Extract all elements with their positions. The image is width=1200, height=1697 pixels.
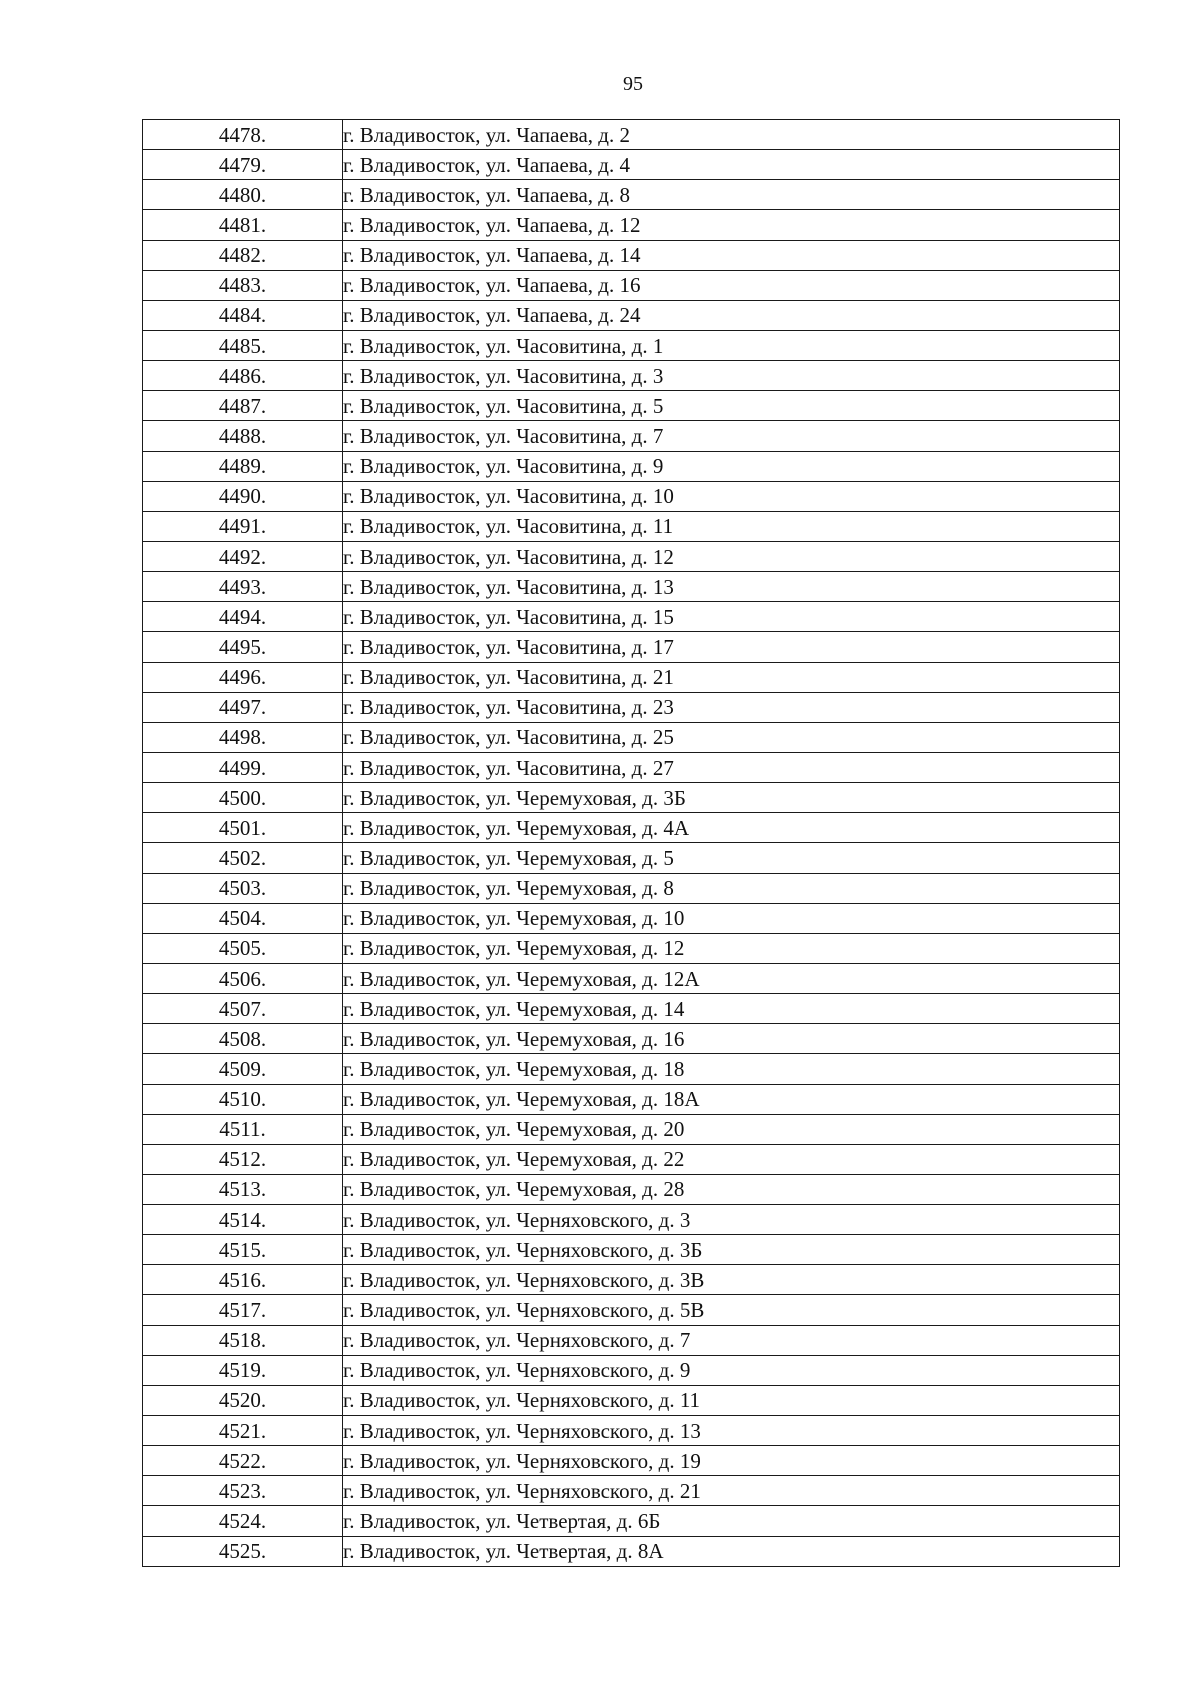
table-row bbox=[143, 873, 1120, 903]
address-cell: г. Владивосток, ул. Черемуховая, д. 5 bbox=[343, 843, 1120, 873]
address-cell: г. Владивосток, ул. Часовитина, д. 25 bbox=[343, 722, 1120, 752]
row-number-cell: 4486. bbox=[143, 361, 343, 391]
table-row bbox=[143, 451, 1120, 481]
row-number-cell: 4522. bbox=[143, 1446, 343, 1476]
table-row bbox=[143, 632, 1120, 662]
address-cell: г. Владивосток, ул. Часовитина, д. 11 bbox=[343, 511, 1120, 541]
row-number-cell: 4503. bbox=[143, 873, 343, 903]
address-cell: г. Владивосток, ул. Черемуховая, д. 22 bbox=[343, 1144, 1120, 1174]
row-number-cell: 4518. bbox=[143, 1325, 343, 1355]
address-cell: г. Владивосток, ул. Чапаева, д. 4 bbox=[343, 150, 1120, 180]
row-number-cell: 4513. bbox=[143, 1174, 343, 1204]
table-row bbox=[143, 1416, 1120, 1446]
address-cell: г. Владивосток, ул. Черемуховая, д. 28 bbox=[343, 1174, 1120, 1204]
address-cell: г. Владивосток, ул. Часовитина, д. 10 bbox=[343, 481, 1120, 511]
row-number-cell: 4516. bbox=[143, 1265, 343, 1295]
table-row bbox=[143, 421, 1120, 451]
row-number-cell: 4479. bbox=[143, 150, 343, 180]
table-row bbox=[143, 994, 1120, 1024]
table-row bbox=[143, 722, 1120, 752]
row-number-cell: 4519. bbox=[143, 1355, 343, 1385]
row-number-cell: 4525. bbox=[143, 1536, 343, 1566]
table-row bbox=[143, 240, 1120, 270]
row-number-cell: 4501. bbox=[143, 813, 343, 843]
row-number-cell: 4497. bbox=[143, 692, 343, 722]
address-cell: г. Владивосток, ул. Чапаева, д. 16 bbox=[343, 270, 1120, 300]
table-row bbox=[143, 1144, 1120, 1174]
table-row bbox=[143, 1054, 1120, 1084]
address-cell: г. Владивосток, ул. Черняховского, д. 3 bbox=[343, 1205, 1120, 1235]
row-number-cell: 4480. bbox=[143, 180, 343, 210]
row-number-cell: 4491. bbox=[143, 511, 343, 541]
table-row bbox=[143, 783, 1120, 813]
table-row bbox=[143, 1024, 1120, 1054]
address-cell: г. Владивосток, ул. Черемуховая, д. 10 bbox=[343, 903, 1120, 933]
row-number-cell: 4498. bbox=[143, 722, 343, 752]
address-cell: г. Владивосток, ул. Черняховского, д. 9 bbox=[343, 1355, 1120, 1385]
row-number-cell: 4524. bbox=[143, 1506, 343, 1536]
address-cell: г. Владивосток, ул. Часовитина, д. 1 bbox=[343, 330, 1120, 360]
table-row bbox=[143, 1506, 1120, 1536]
row-number-cell: 4478. bbox=[143, 120, 343, 150]
table-row bbox=[143, 300, 1120, 330]
address-cell: г. Владивосток, ул. Часовитина, д. 5 bbox=[343, 391, 1120, 421]
page-number: 95 bbox=[623, 73, 643, 95]
address-cell: г. Владивосток, ул. Черемуховая, д. 3Б bbox=[343, 783, 1120, 813]
row-number-cell: 4481. bbox=[143, 210, 343, 240]
address-cell: г. Владивосток, ул. Черемуховая, д. 12 bbox=[343, 933, 1120, 963]
table-row bbox=[143, 1084, 1120, 1114]
address-cell: г. Владивосток, ул. Часовитина, д. 9 bbox=[343, 451, 1120, 481]
table-row bbox=[143, 1446, 1120, 1476]
row-number-cell: 4495. bbox=[143, 632, 343, 662]
address-cell: г. Владивосток, ул. Часовитина, д. 17 bbox=[343, 632, 1120, 662]
row-number-cell: 4488. bbox=[143, 421, 343, 451]
row-number-cell: 4517. bbox=[143, 1295, 343, 1325]
row-number-cell: 4523. bbox=[143, 1476, 343, 1506]
table-row bbox=[143, 1265, 1120, 1295]
row-number-cell: 4492. bbox=[143, 541, 343, 571]
address-cell: г. Владивосток, ул. Черемуховая, д. 18А bbox=[343, 1084, 1120, 1114]
table-row bbox=[143, 963, 1120, 993]
address-cell: г. Владивосток, ул. Чапаева, д. 14 bbox=[343, 240, 1120, 270]
address-cell: г. Владивосток, ул. Часовитина, д. 27 bbox=[343, 752, 1120, 782]
table-row bbox=[143, 1295, 1120, 1325]
address-table bbox=[142, 119, 1120, 1567]
table-row bbox=[143, 752, 1120, 782]
address-table-body bbox=[143, 120, 1120, 1567]
row-number-cell: 4505. bbox=[143, 933, 343, 963]
row-number-cell: 4515. bbox=[143, 1235, 343, 1265]
row-number-cell: 4496. bbox=[143, 662, 343, 692]
table-row bbox=[143, 1385, 1120, 1415]
address-cell: г. Владивосток, ул. Черемуховая, д. 18 bbox=[343, 1054, 1120, 1084]
row-number-cell: 4494. bbox=[143, 602, 343, 632]
row-number-cell: 4506. bbox=[143, 963, 343, 993]
table-row bbox=[143, 572, 1120, 602]
address-cell: г. Владивосток, ул. Черняховского, д. 19 bbox=[343, 1446, 1120, 1476]
table-row bbox=[143, 270, 1120, 300]
address-cell: г. Владивосток, ул. Часовитина, д. 13 bbox=[343, 572, 1120, 602]
row-number-cell: 4499. bbox=[143, 752, 343, 782]
address-cell: г. Владивосток, ул. Черняховского, д. 21 bbox=[343, 1476, 1120, 1506]
row-number-cell: 4512. bbox=[143, 1144, 343, 1174]
address-cell: г. Владивосток, ул. Часовитина, д. 3 bbox=[343, 361, 1120, 391]
address-cell: г. Владивосток, ул. Чапаева, д. 2 bbox=[343, 120, 1120, 150]
address-cell: г. Владивосток, ул. Черняховского, д. 5В bbox=[343, 1295, 1120, 1325]
row-number-cell: 4514. bbox=[143, 1205, 343, 1235]
address-cell: г. Владивосток, ул. Черняховского, д. 13 bbox=[343, 1416, 1120, 1446]
table-row bbox=[143, 813, 1120, 843]
table-row bbox=[143, 903, 1120, 933]
table-row bbox=[143, 933, 1120, 963]
row-number-cell: 4483. bbox=[143, 270, 343, 300]
address-cell: г. Владивосток, ул. Черемуховая, д. 12А bbox=[343, 963, 1120, 993]
row-number-cell: 4489. bbox=[143, 451, 343, 481]
row-number-cell: 4510. bbox=[143, 1084, 343, 1114]
address-cell: г. Владивосток, ул. Четвертая, д. 8А bbox=[343, 1536, 1120, 1566]
address-cell: г. Владивосток, ул. Четвертая, д. 6Б bbox=[343, 1506, 1120, 1536]
table-row bbox=[143, 180, 1120, 210]
table-row bbox=[143, 602, 1120, 632]
row-number-cell: 4520. bbox=[143, 1385, 343, 1415]
table-row bbox=[143, 1174, 1120, 1204]
table-row bbox=[143, 150, 1120, 180]
address-cell: г. Владивосток, ул. Часовитина, д. 21 bbox=[343, 662, 1120, 692]
table-row bbox=[143, 481, 1120, 511]
address-cell: г. Владивосток, ул. Черняховского, д. 7 bbox=[343, 1325, 1120, 1355]
table-row bbox=[143, 1325, 1120, 1355]
table-row bbox=[143, 1235, 1120, 1265]
address-cell: г. Владивосток, ул. Черемуховая, д. 16 bbox=[343, 1024, 1120, 1054]
address-cell: г. Владивосток, ул. Черняховского, д. 3Б bbox=[343, 1235, 1120, 1265]
address-cell: г. Владивосток, ул. Чапаева, д. 12 bbox=[343, 210, 1120, 240]
table-row bbox=[143, 391, 1120, 421]
address-cell: г. Владивосток, ул. Черняховского, д. 11 bbox=[343, 1385, 1120, 1415]
row-number-cell: 4487. bbox=[143, 391, 343, 421]
row-number-cell: 4521. bbox=[143, 1416, 343, 1446]
address-cell: г. Владивосток, ул. Часовитина, д. 7 bbox=[343, 421, 1120, 451]
table-row bbox=[143, 1205, 1120, 1235]
address-cell: г. Владивосток, ул. Часовитина, д. 12 bbox=[343, 541, 1120, 571]
address-cell: г. Владивосток, ул. Чапаева, д. 24 bbox=[343, 300, 1120, 330]
table-row bbox=[143, 511, 1120, 541]
table-row bbox=[143, 843, 1120, 873]
table-row bbox=[143, 1355, 1120, 1385]
row-number-cell: 4500. bbox=[143, 783, 343, 813]
table-row bbox=[143, 361, 1120, 391]
table-row bbox=[143, 692, 1120, 722]
address-cell: г. Владивосток, ул. Черемуховая, д. 8 bbox=[343, 873, 1120, 903]
row-number-cell: 4502. bbox=[143, 843, 343, 873]
row-number-cell: 4490. bbox=[143, 481, 343, 511]
row-number-cell: 4484. bbox=[143, 300, 343, 330]
address-cell: г. Владивосток, ул. Чапаева, д. 8 bbox=[343, 180, 1120, 210]
table-row bbox=[143, 1536, 1120, 1566]
table-row bbox=[143, 1476, 1120, 1506]
table-row bbox=[143, 541, 1120, 571]
address-cell: г. Владивосток, ул. Черемуховая, д. 14 bbox=[343, 994, 1120, 1024]
table-row bbox=[143, 662, 1120, 692]
table-row bbox=[143, 330, 1120, 360]
row-number-cell: 4482. bbox=[143, 240, 343, 270]
address-cell: г. Владивосток, ул. Часовитина, д. 23 bbox=[343, 692, 1120, 722]
address-cell: г. Владивосток, ул. Черемуховая, д. 20 bbox=[343, 1114, 1120, 1144]
address-cell: г. Владивосток, ул. Часовитина, д. 15 bbox=[343, 602, 1120, 632]
row-number-cell: 4485. bbox=[143, 330, 343, 360]
row-number-cell: 4508. bbox=[143, 1024, 343, 1054]
row-number-cell: 4507. bbox=[143, 994, 343, 1024]
address-cell: г. Владивосток, ул. Черемуховая, д. 4А bbox=[343, 813, 1120, 843]
row-number-cell: 4509. bbox=[143, 1054, 343, 1084]
table-row bbox=[143, 210, 1120, 240]
address-cell: г. Владивосток, ул. Черняховского, д. 3В bbox=[343, 1265, 1120, 1295]
row-number-cell: 4511. bbox=[143, 1114, 343, 1144]
table-row bbox=[143, 120, 1120, 150]
row-number-cell: 4504. bbox=[143, 903, 343, 933]
table-row bbox=[143, 1114, 1120, 1144]
row-number-cell: 4493. bbox=[143, 572, 343, 602]
